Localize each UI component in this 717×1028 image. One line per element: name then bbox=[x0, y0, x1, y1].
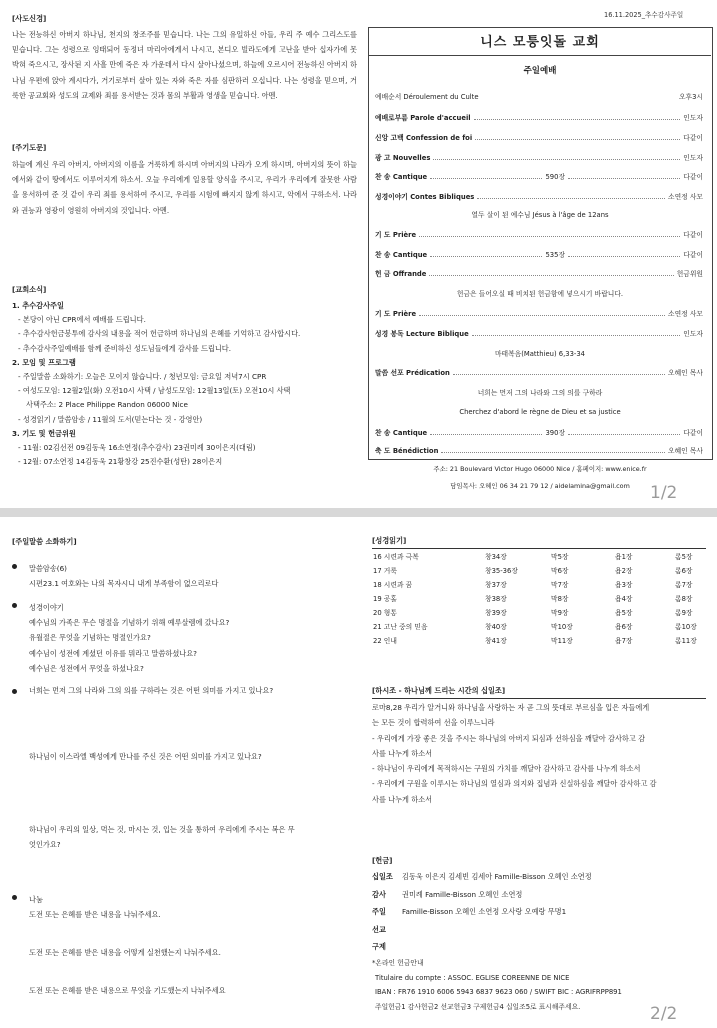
table-row bbox=[373, 592, 707, 606]
table-cell: 16 시련과 극복 bbox=[373, 552, 419, 561]
hymn-number: 590장 bbox=[545, 173, 566, 181]
digest-title: [주일말씀 소화하기] bbox=[12, 537, 77, 546]
program-leader: 오혜인 목사 bbox=[668, 369, 703, 377]
table-cell: 18 시련과 꿈 bbox=[373, 580, 413, 589]
news-item: - 추수감사헌금봉투에 감사의 내용을 적어 헌금하며 하나님의 은혜를 기억하고 감사합시다. bbox=[18, 329, 301, 339]
table-cell: 19 공홀 bbox=[373, 594, 397, 603]
offering-row bbox=[372, 903, 706, 921]
table-cell: 욥2장 bbox=[615, 566, 633, 575]
program-leader: 인도자 bbox=[683, 114, 703, 122]
program-row bbox=[375, 428, 703, 438]
prayer-body bbox=[372, 700, 708, 807]
program-label: 광 고 Nouvelles bbox=[375, 154, 431, 162]
share-item: 도전 또는 은혜를 받은 내용을 나눠주세요. bbox=[29, 910, 161, 919]
main-question: 너희는 먼저 그의 나라와 그의 의를 구하라는 것은 어떤 의미를 가지고 있나요? bbox=[29, 686, 274, 695]
news-item: - 본당이 아닌 CPR에서 예배를 드립니다. bbox=[18, 315, 146, 325]
story-question: 예수님은 성전에서 무엇을 하셨나요? bbox=[29, 663, 144, 673]
program-label: 헌 금 Offrande bbox=[375, 270, 427, 278]
table-cell: 막10장 bbox=[551, 622, 573, 631]
offering-codes: 주일헌금1 감사헌금2 선교헌금3 구제헌금4 십일조5로 표시해주세요. bbox=[375, 1002, 581, 1011]
order-header bbox=[375, 92, 703, 102]
program-label: 찬 송 Cantique bbox=[375, 429, 428, 437]
story-title: 성경이야기 bbox=[29, 603, 64, 612]
program-leader: 다같이 bbox=[683, 173, 704, 181]
table-cell: 17 거룩 bbox=[373, 566, 397, 575]
news-item: - 주일말씀 소화하기: 오늘은 모이지 않습니다. / 청년모임: 금요일 저녁7시 CPR bbox=[18, 372, 267, 382]
program-label: 예배로부름 Parole d'accueil bbox=[375, 114, 471, 122]
table-cell: 막5장 bbox=[551, 552, 569, 561]
program-label: 찬 송 Cantique bbox=[375, 173, 428, 181]
table-cell: 21 고난 중의 믿음 bbox=[373, 622, 428, 631]
prayer-title: [하시조 - 하나님께 드리는 시간의 십일조] bbox=[372, 686, 506, 695]
program-row bbox=[375, 172, 703, 182]
news-item: 사택주소: 2 Place Philippe Randon 06000 Nice bbox=[26, 400, 188, 410]
table-cell: 창34장 bbox=[485, 552, 507, 561]
share-item: 도전 또는 은혜를 받은 내용으로 무엇을 기도했는지 나눠주세요 bbox=[29, 986, 226, 995]
program-label: 기 도 Prière bbox=[375, 231, 417, 239]
prayer-line: 사를 나누게 하소서 bbox=[372, 748, 433, 758]
bullet-item bbox=[12, 600, 229, 676]
news-item: - 추수감사주일예배를 함께 준비하신 성도님들에게 감사를 드립니다. bbox=[18, 343, 231, 353]
table-cell: 창35-36장 bbox=[485, 566, 518, 575]
daily-question bbox=[29, 822, 295, 852]
table-cell: 막9장 bbox=[551, 608, 569, 617]
program-leader: 소연정 사모 bbox=[668, 310, 703, 318]
table-cell: 22 인내 bbox=[373, 636, 397, 645]
program-row bbox=[375, 329, 703, 339]
share-title: 나눔 bbox=[29, 895, 43, 904]
offering-names: 권미례 Famille-Bisson 오혜인 소연정 bbox=[402, 889, 523, 899]
offering-names: Famille-Bisson 오혜인 소연정 오사랑 오예랑 무명1 bbox=[402, 907, 567, 916]
story-subtitle: 열두 살이 된 예수님 Jésus à l'âge de 12ans bbox=[471, 211, 609, 219]
table-cell: 욥3장 bbox=[615, 580, 633, 589]
bullet-icon bbox=[12, 603, 17, 608]
lords-prayer-title: [주기도문] bbox=[12, 143, 47, 152]
offering-list bbox=[372, 868, 706, 956]
news-section-title: 2. 모임 및 프로그램 bbox=[12, 357, 76, 367]
lords-prayer-text: 하늘에 계신 우리 아버지, 아버지의 이름을 거룩하게 하시며 아버지의 나라가 오게 하시며, 아버지의 뜻이 하늘에서와 같이 땅에서도 이루어지게 하소서. 오늘 우리에게 일용할 양식을 주시고, 우리가 우리에게 잘못한 사람을 용서하여 준 것 같이 우리 죄를 용서하여 주시고, 우리를 시험에 빠지지 않게 하시고, 악에서 구하소서. 나라와 권능과 영광이 영원히 아버지의 것입니다. 아멘. bbox=[12, 160, 357, 215]
service-name: 주일예배 bbox=[523, 66, 557, 76]
pastor-contact: 담임목사: 오혜인 06 34 21 79 12 / aidelamina@gmail.com bbox=[450, 482, 630, 490]
hymn-number: 390장 bbox=[545, 429, 566, 437]
table-cell: 창37장 bbox=[485, 580, 507, 589]
offering-label: 선교 bbox=[372, 924, 386, 934]
program-leader: 헌금위원 bbox=[676, 270, 703, 278]
table-cell: 욥6장 bbox=[615, 622, 633, 631]
israel-question: 하나님이 이스라엘 백성에게 만나를 주신 것은 어떤 의미를 가지고 있나요? bbox=[29, 752, 262, 761]
online-title: *온라인 헌금안내 bbox=[372, 959, 424, 967]
prayer-line: 사를 나누게 하소서 bbox=[372, 794, 433, 804]
program-leader: 인도자 bbox=[683, 330, 703, 338]
program-leader: 소연정 사모 bbox=[668, 193, 703, 201]
news-title: [교회소식] bbox=[12, 285, 47, 294]
prayer-line: - 우리에게 가장 좋은 것을 주시는 하나님의 아버지 되심과 선하심을 깨달아 감사하고 감 bbox=[372, 733, 646, 743]
offering-note: 헌금은 들어오실 때 비치된 헌금함에 넣으시기 바랍니다. bbox=[456, 290, 624, 298]
news-section-title: 3. 기도 및 헌금위원 bbox=[12, 428, 76, 438]
page-number: 2/2 bbox=[650, 1004, 678, 1024]
table-cell: 롬5장 bbox=[675, 552, 693, 561]
program-row bbox=[375, 192, 703, 202]
bullet-item bbox=[12, 686, 273, 697]
page-divider bbox=[0, 508, 717, 517]
table-cell: 롬8장 bbox=[675, 594, 693, 603]
program-row bbox=[375, 368, 703, 378]
table-row bbox=[373, 578, 707, 592]
offering-row bbox=[372, 938, 706, 956]
order-label: 예배순서 Déroulement du Culte bbox=[375, 93, 479, 101]
hymn-number: 535장 bbox=[545, 251, 566, 259]
program-label: 신앙 고백 Confession de foi bbox=[375, 134, 473, 142]
table-cell: 막8장 bbox=[551, 594, 569, 603]
table-cell: 창38장 bbox=[485, 594, 507, 603]
program-label: 말씀 선포 Prédication bbox=[375, 369, 450, 377]
bullet-icon bbox=[12, 564, 17, 569]
reading-table bbox=[373, 550, 707, 648]
story-question: 유월절은 무엇을 기념하는 명절인가요? bbox=[29, 633, 151, 643]
offering-row bbox=[372, 921, 706, 939]
memory-title: 말씀암송(6) bbox=[29, 564, 67, 573]
offering-label: 감사 bbox=[372, 889, 386, 899]
program-row bbox=[375, 153, 703, 163]
table-row bbox=[373, 620, 707, 634]
table-cell: 창40장 bbox=[485, 622, 507, 631]
table-cell: 20 형통 bbox=[373, 608, 397, 617]
program-leader: 다같이 bbox=[683, 134, 703, 142]
date-header: 16.11.2025_추수감사주일 bbox=[604, 11, 684, 19]
account-holder: Titulaire du compte : ASSOC. EGLISE COREENNE DE NICE bbox=[375, 973, 570, 982]
prayer-line: 로마8,28 우리가 알거니와 하나님을 사랑하는 자 곧 그의 뜻대로 부르심을 입은 자들에게 bbox=[372, 703, 650, 712]
share-item: 도전 또는 은혜를 받은 내용을 어떻게 실천했는지 나눠주세요. bbox=[29, 948, 221, 957]
prayer-line: - 하나님이 우리에게 목적하시는 구원의 가치를 깨달아 감사하고 감사를 나누게 하소서 bbox=[372, 764, 641, 774]
program-leader: 다같이 bbox=[683, 231, 703, 239]
scripture-ref: 마태복음(Matthieu) 6,33-34 bbox=[494, 350, 585, 358]
program-leader: 다같이 bbox=[683, 429, 704, 437]
table-cell: 창39장 bbox=[485, 608, 507, 617]
program-label: 축 도 Bénédiction bbox=[375, 447, 439, 455]
program-label: 기 도 Prière bbox=[375, 310, 417, 318]
offering-row bbox=[372, 886, 706, 904]
table-cell: 욥5장 bbox=[615, 608, 633, 617]
sermon-title-ko: 너희는 먼저 그의 나라와 그의 의를 구하라 bbox=[477, 389, 603, 397]
prayer-line: - 우리에게 구원을 이루시는 하나님의 열심과 의지와 집념과 신실하심을 깨달아 감사하고 감 bbox=[372, 779, 657, 789]
program-label: 성경 봉독 Lecture Biblique bbox=[375, 330, 469, 338]
program-label: 성경이야기 Contes Bibliques bbox=[375, 193, 475, 201]
table-cell: 욥7장 bbox=[615, 636, 633, 645]
program-row bbox=[375, 133, 703, 143]
news-item: - 11월: 02김선전 09김동욱 16소연정(추수감사) 23권미례 30이은지(대림) bbox=[18, 443, 256, 453]
table-cell: 롬11장 bbox=[675, 636, 697, 645]
program-row bbox=[375, 309, 703, 319]
table-row bbox=[373, 634, 707, 648]
story-question: 예수님의 가족은 무슨 명절을 기념하기 위해 예루살렘에 갔나요? bbox=[29, 618, 230, 628]
offering-label: 구제 bbox=[372, 942, 386, 951]
program-label: 찬 송 Cantique bbox=[375, 251, 428, 259]
table-cell: 창41장 bbox=[485, 636, 507, 645]
offering-label: 십일조 bbox=[372, 872, 393, 881]
table-row bbox=[373, 606, 707, 620]
table-cell: 막6장 bbox=[551, 566, 569, 575]
sermon-title-fr: Cherchez d'abord le règne de Dieu et sa justice bbox=[459, 408, 621, 416]
table-cell: 막11장 bbox=[551, 636, 573, 645]
bullet-item bbox=[12, 892, 161, 922]
daily-question-line: 엇인가요? bbox=[29, 840, 61, 849]
table-cell: 막7장 bbox=[551, 580, 569, 589]
table-cell: 롬6장 bbox=[675, 566, 693, 575]
program-row bbox=[375, 250, 703, 260]
news-item: - 12월: 07소연정 14김동욱 21황창강 25진수환(성탄) 28이은지 bbox=[18, 457, 223, 467]
table-row bbox=[373, 564, 707, 578]
iban: IBAN : FR76 1910 6006 5943 6837 9623 060 / SWIFT BIC : AGRIFRPP891 bbox=[375, 988, 622, 996]
offering-title: [헌금] bbox=[372, 856, 393, 865]
offering-row bbox=[372, 868, 706, 886]
offering-names: 김동욱 이은지 김세빈 김세아 Famille-Bisson 오혜인 소연정 bbox=[402, 872, 592, 881]
creed-text: 나는 전능하신 아버지 하나님, 천지의 창조주를 믿습니다. 나는 그의 유일하신 아들, 우리 주 예수 그리스도를 믿습니다. 그는 성령으로 잉태되어 동정녀 마리아에게서 나시고, 본디오 빌라도에게 고난을 받아 십자가에 못 박혀 죽으시고, 장사된 지 사흘 만에 죽은 자 가운데서 다시 살아나셨으며, 하늘에 오르시어 전능하신 아버지 하나님 우편에 앉아 계시다가, 거기로부터 살아 있는 자와 죽은 자를 심판하러 오십니다. 나는 성령을 믿으며, 거룩한 공교회와 성도의 교제와 죄를 용서받는 것과 몸의 부활과 영생을 믿습니다. 아멘. bbox=[12, 30, 357, 100]
news-item: - 성경읽기 / 말씀암송 / 11월의 도서(믿는다는 것 - 강영안) bbox=[18, 414, 203, 424]
table-cell: 욥4장 bbox=[615, 594, 633, 603]
program-row bbox=[375, 446, 703, 456]
bullet-item bbox=[12, 561, 218, 591]
church-address: 주소: 21 Boulevard Victor Hugo 06000 Nice / 홈페이지: www.enice.fr bbox=[433, 465, 647, 473]
program-leader: 다같이 bbox=[683, 251, 704, 259]
story-question: 예수님이 성전에 계셨던 이유를 뭐라고 말씀하셨나요? bbox=[29, 648, 197, 658]
page-number: 1/2 bbox=[650, 483, 678, 503]
program-leader: 인도자 bbox=[683, 154, 703, 162]
divider bbox=[372, 698, 706, 699]
divider bbox=[372, 548, 706, 549]
daily-question-line: 하나님이 우리의 일상, 먹는 것, 마시는 것, 입는 것을 통하여 우리에게 주시는 복은 무 bbox=[29, 825, 295, 834]
table-cell: 롬7장 bbox=[675, 580, 693, 589]
table-cell: 욥1장 bbox=[615, 552, 633, 561]
creed-title: [사도신경] bbox=[12, 14, 47, 23]
reading-title: [성경읽기] bbox=[372, 536, 407, 545]
church-name: 니스 모퉁잇돌 교회 bbox=[480, 35, 600, 50]
table-row bbox=[373, 550, 707, 564]
offering-label: 주일 bbox=[372, 907, 386, 916]
prayer-line: 는 모든 것이 합력하여 선을 이루느니라 bbox=[372, 718, 495, 728]
memory-text: 시편23.1 여호와는 나의 목자시니 내게 부족함이 없으리로다 bbox=[29, 579, 219, 588]
table-cell: 롬9장 bbox=[675, 608, 693, 617]
news-item: - 여성도모임: 12월2일(화) 오전10시 사택 / 남성도모임: 12월13일(토) 오전10시 사택 bbox=[18, 386, 291, 396]
online-offering bbox=[372, 956, 622, 1014]
table-cell: 롬10장 bbox=[675, 622, 697, 631]
news-body bbox=[12, 299, 362, 469]
program-row bbox=[375, 113, 703, 123]
bullet-icon bbox=[12, 689, 17, 694]
divider bbox=[369, 55, 711, 56]
program-row bbox=[375, 269, 703, 279]
program-leader: 오혜인 목사 bbox=[668, 447, 703, 455]
program-row bbox=[375, 230, 703, 240]
service-time: 오후3시 bbox=[678, 93, 703, 101]
bullet-icon bbox=[12, 895, 17, 900]
news-section-title: 1. 추수감사주일 bbox=[12, 301, 64, 310]
